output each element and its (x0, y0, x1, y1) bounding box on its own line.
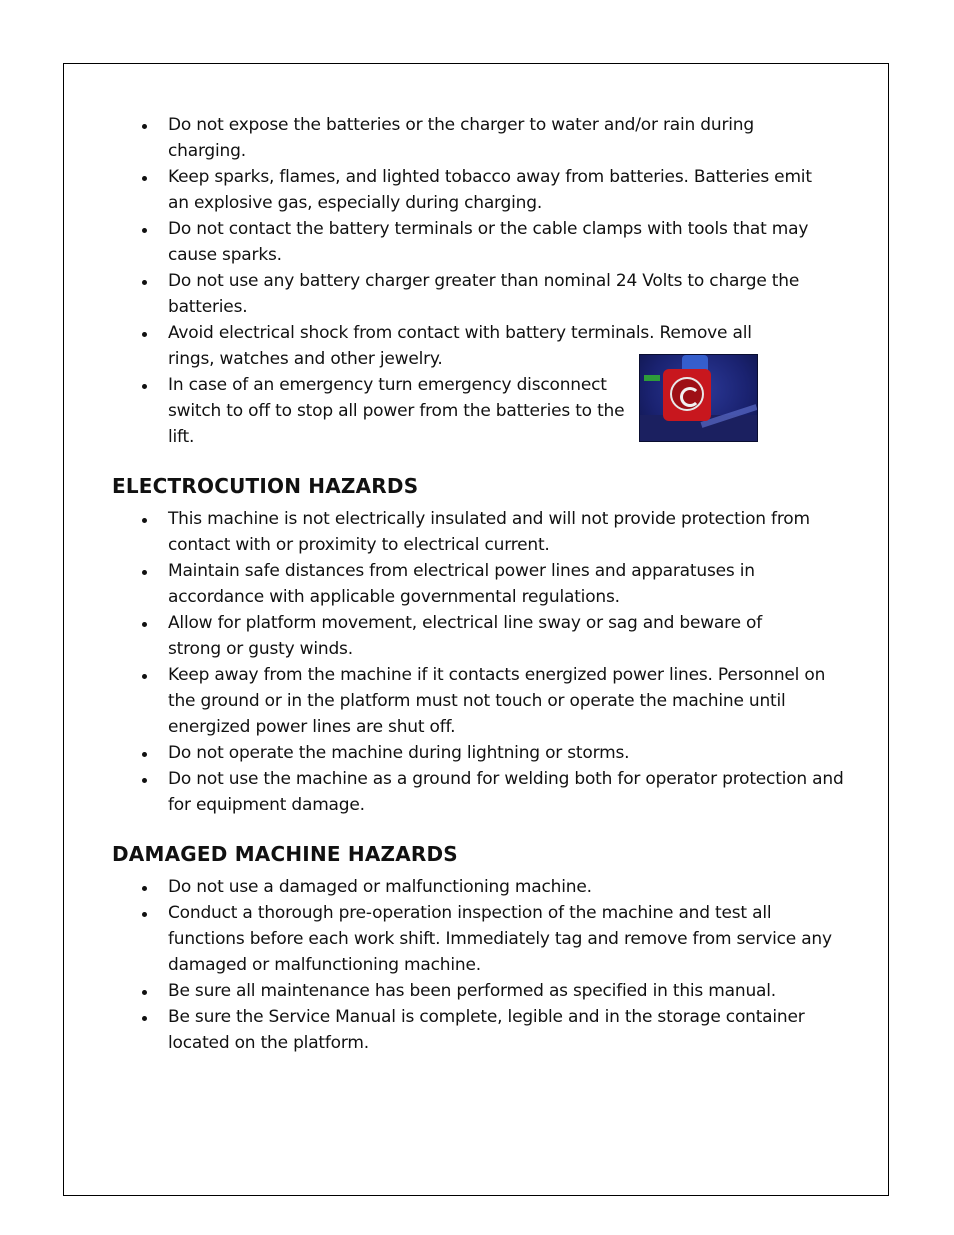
list-item: Do not use a damaged or malfunctioning machine. (112, 874, 847, 900)
electrocution-heading: ELECTROCUTION HAZARDS (112, 474, 419, 498)
damaged-machine-heading: DAMAGED MACHINE HAZARDS (112, 842, 458, 866)
list-item: Allow for platform movement, electrical line sway or sag and beware of strong or gusty winds. (112, 610, 847, 662)
damaged-machine-list (112, 874, 847, 1056)
list-item: In case of an emergency turn emergency disconnect switch to off to stop all power from the batteries to the lift. (112, 372, 847, 450)
list-item: Do not use any battery charger greater than nominal 24 Volts to charge the batteries. (112, 268, 847, 320)
list-item: Be sure the Service Manual is complete, legible and in the storage container located on the platform. (112, 1004, 847, 1056)
list-item: Do not expose the batteries or the charger to water and/or rain during charging. (112, 112, 847, 164)
switch-knob-icon (670, 377, 704, 411)
list-item: Conduct a thorough pre-operation inspection of the machine and test all functions before each work shift. Immediately tag and remove from service any damaged or malfunctioning machine. (112, 900, 847, 978)
list-item: Maintain safe distances from electrical power lines and apparatuses in accordance with applicable governmental regulations. (112, 558, 847, 610)
list-item: This machine is not electrically insulated and will not provide protection from contact with or proximity to electrical current. (112, 506, 847, 558)
list-item: Avoid electrical shock from contact with battery terminals. Remove all rings, watches and other jewelry. (112, 320, 847, 372)
photo-green-tab (644, 375, 660, 381)
disconnect-switch-photo (639, 354, 758, 442)
list-item: Keep sparks, flames, and lighted tobacco away from batteries. Batteries emit an explosive gas, especially during charging. (112, 164, 847, 216)
electrocution-list (112, 506, 847, 818)
list-item: Do not operate the machine during lightning or storms. (112, 740, 847, 766)
list-item: Keep away from the machine if it contacts energized power lines. Personnel on the ground or in the platform must not touch or operate the machine until energized power lines are shut off. (112, 662, 847, 740)
page-content (112, 112, 847, 1056)
list-item: Do not use the machine as a ground for welding both for operator protection and for equipment damage. (112, 766, 847, 818)
list-item: Do not contact the battery terminals or the cable clamps with tools that may cause sparks. (112, 216, 847, 268)
list-item: Be sure all maintenance has been performed as specified in this manual. (112, 978, 847, 1004)
